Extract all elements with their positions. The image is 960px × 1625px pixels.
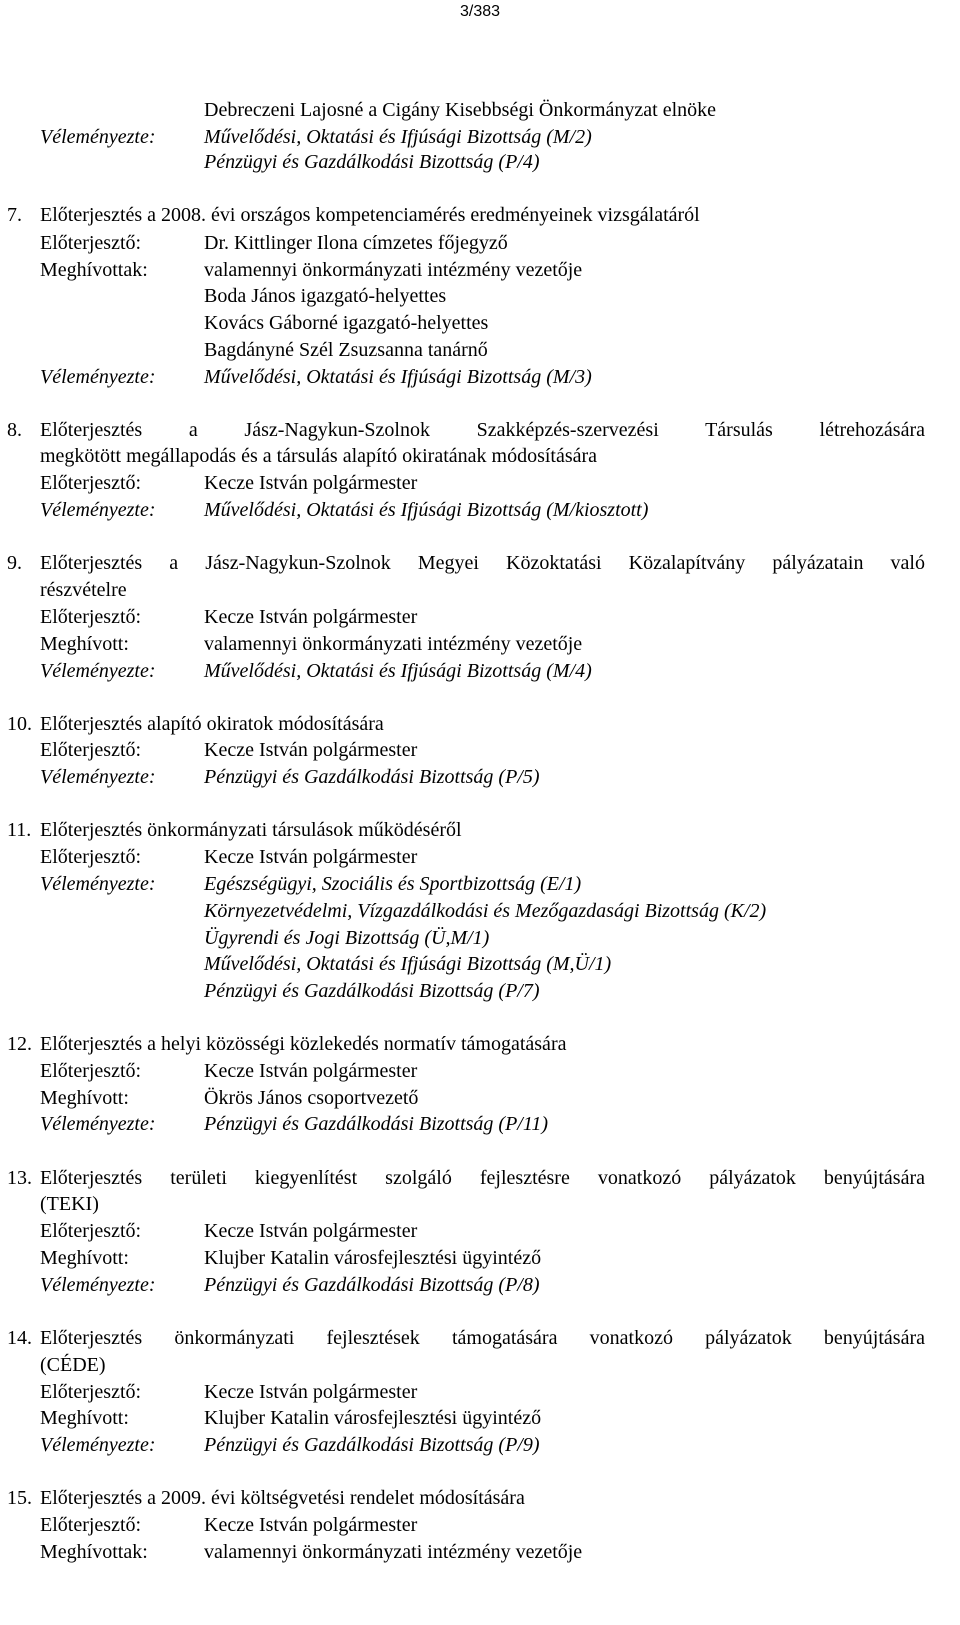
- item-title: Előterjesztés a 2009. évi költségvetési rendelet módosítására: [40, 1487, 525, 1509]
- reviewer-value: Művelődési, Oktatási és Ifjúsági Bizottság (M,Ü/1): [204, 953, 612, 975]
- presenter-value: Kecze István polgármester: [204, 846, 418, 868]
- intro-line: Debreczeni Lajosné a Cigány Kisebbségi Önkormányzat elnöke: [204, 99, 717, 121]
- presenter-value: Kecze István polgármester: [204, 606, 418, 628]
- item-title: Előterjesztés a Jász-Nagykun-Szolnok Szakképzés-szervezési Társulás létrehozására: [40, 419, 925, 441]
- presenter-value: Kecze István polgármester: [204, 1060, 418, 1082]
- item-number: 14.: [7, 1327, 32, 1349]
- item-title: Előterjesztés önkormányzati társulások működéséről: [40, 819, 462, 841]
- reviewer-value: Pénzügyi és Gazdálkodási Bizottság (P/7): [204, 980, 540, 1002]
- invited-label: Meghívottak:: [40, 1541, 148, 1563]
- presenter-value: Kecze István polgármester: [204, 1381, 418, 1403]
- reviewer-label: Véleményezte:: [40, 1274, 156, 1296]
- reviewer-value: Pénzügyi és Gazdálkodási Bizottság (P/4): [204, 151, 540, 173]
- page-number: 3/383: [459, 3, 501, 20]
- presenter-label: Előterjesztő:: [40, 846, 142, 868]
- invited-value: Bagdányné Szél Zsuzsanna tanárnő: [204, 339, 488, 361]
- item-title-continuation: (CÉDE): [40, 1354, 106, 1376]
- item-title: Előterjesztés alapító okiratok módosítására: [40, 713, 384, 735]
- invited-value: valamennyi önkormányzati intézmény vezetője: [204, 259, 583, 281]
- reviewer-label: Véleményezte:: [40, 1434, 156, 1456]
- presenter-label: Előterjesztő:: [40, 472, 142, 494]
- item-title-continuation: részvételre: [40, 579, 127, 601]
- presenter-label: Előterjesztő:: [40, 1381, 142, 1403]
- presenter-label: Előterjesztő:: [40, 1220, 142, 1242]
- item-title: Előterjesztés területi kiegyenlítést szolgáló fejlesztésre vonatkozó pályázatok benyújtására: [40, 1167, 925, 1189]
- invited-label: Meghívott:: [40, 1407, 129, 1429]
- invited-value: Klujber Katalin városfejlesztési ügyintéző: [204, 1407, 542, 1429]
- item-number: 8.: [7, 419, 22, 441]
- item-number: 9.: [7, 552, 22, 574]
- presenter-label: Előterjesztő:: [40, 1060, 142, 1082]
- presenter-label: Előterjesztő:: [40, 232, 142, 254]
- presenter-label: Előterjesztő:: [40, 606, 142, 628]
- item-number: 7.: [7, 204, 22, 226]
- invited-value: valamennyi önkormányzati intézmény vezetője: [204, 1541, 583, 1563]
- reviewer-value: Művelődési, Oktatási és Ifjúsági Bizottság (M/3): [204, 366, 592, 388]
- reviewer-value: Pénzügyi és Gazdálkodási Bizottság (P/9): [204, 1434, 540, 1456]
- item-title: Előterjesztés a 2008. évi országos kompetenciamérés eredményeinek vizsgálatáról: [40, 204, 700, 226]
- invited-label: Meghívott:: [40, 1087, 129, 1109]
- reviewer-label: Véleményezte:: [40, 126, 156, 148]
- presenter-value: Kecze István polgármester: [204, 472, 418, 494]
- reviewer-value: Ügyrendi és Jogi Bizottság (Ü,M/1): [204, 927, 490, 949]
- reviewer-label: Véleményezte:: [40, 499, 156, 521]
- reviewer-value: Pénzügyi és Gazdálkodási Bizottság (P/11): [204, 1113, 549, 1135]
- reviewer-label: Véleményezte:: [40, 1113, 156, 1135]
- invited-value: Boda János igazgató-helyettes: [204, 285, 447, 307]
- invited-value: Ökrös János csoportvezető: [204, 1087, 419, 1109]
- reviewer-value: Pénzügyi és Gazdálkodási Bizottság (P/5): [204, 766, 540, 788]
- invited-label: Meghívott:: [40, 1247, 129, 1269]
- invited-label: Meghívott:: [40, 633, 129, 655]
- reviewer-value: Pénzügyi és Gazdálkodási Bizottság (P/8): [204, 1274, 540, 1296]
- reviewer-value: Környezetvédelmi, Vízgazdálkodási és Mezőgazdasági Bizottság (K/2): [204, 900, 767, 922]
- item-title: Előterjesztés önkormányzati fejlesztések támogatására vonatkozó pályázatok benyújtására: [40, 1327, 925, 1349]
- reviewer-label: Véleményezte:: [40, 873, 156, 895]
- reviewer-label: Véleményezte:: [40, 660, 156, 682]
- item-number: 12.: [7, 1033, 32, 1055]
- invited-value: valamennyi önkormányzati intézmény vezetője: [204, 633, 583, 655]
- reviewer-value: Művelődési, Oktatási és Ifjúsági Bizottság (M/2): [204, 126, 592, 148]
- presenter-label: Előterjesztő:: [40, 739, 142, 761]
- presenter-value: Kecze István polgármester: [204, 1514, 418, 1536]
- presenter-value: Kecze István polgármester: [204, 739, 418, 761]
- item-title: Előterjesztés a Jász-Nagykun-Szolnok Megyei Közoktatási Közalapítvány pályázatain való: [40, 552, 925, 574]
- item-title-continuation: megkötött megállapodás és a társulás alapító okiratának módosítására: [40, 445, 598, 467]
- invited-label: Meghívottak:: [40, 259, 148, 281]
- item-title-continuation: (TEKI): [40, 1193, 99, 1215]
- presenter-value: Dr. Kittlinger Ilona címzetes főjegyző: [204, 232, 508, 254]
- reviewer-label: Véleményezte:: [40, 366, 156, 388]
- reviewer-value: Művelődési, Oktatási és Ifjúsági Bizottság (M/4): [204, 660, 592, 682]
- presenter-label: Előterjesztő:: [40, 1514, 142, 1536]
- item-number: 11.: [7, 819, 32, 841]
- invited-value: Kovács Gáborné igazgató-helyettes: [204, 312, 489, 334]
- reviewer-value: Egészségügyi, Szociális és Sportbizottság (E/1): [204, 873, 582, 895]
- presenter-value: Kecze István polgármester: [204, 1220, 418, 1242]
- item-title: Előterjesztés a helyi közösségi közlekedés normatív támogatására: [40, 1033, 567, 1055]
- item-number: 10.: [7, 713, 32, 735]
- item-number: 13.: [7, 1167, 32, 1189]
- invited-value: Klujber Katalin városfejlesztési ügyintéző: [204, 1247, 542, 1269]
- reviewer-label: Véleményezte:: [40, 766, 156, 788]
- item-number: 15.: [7, 1487, 32, 1509]
- reviewer-value: Művelődési, Oktatási és Ifjúsági Bizottság (M/kiosztott): [204, 499, 649, 521]
